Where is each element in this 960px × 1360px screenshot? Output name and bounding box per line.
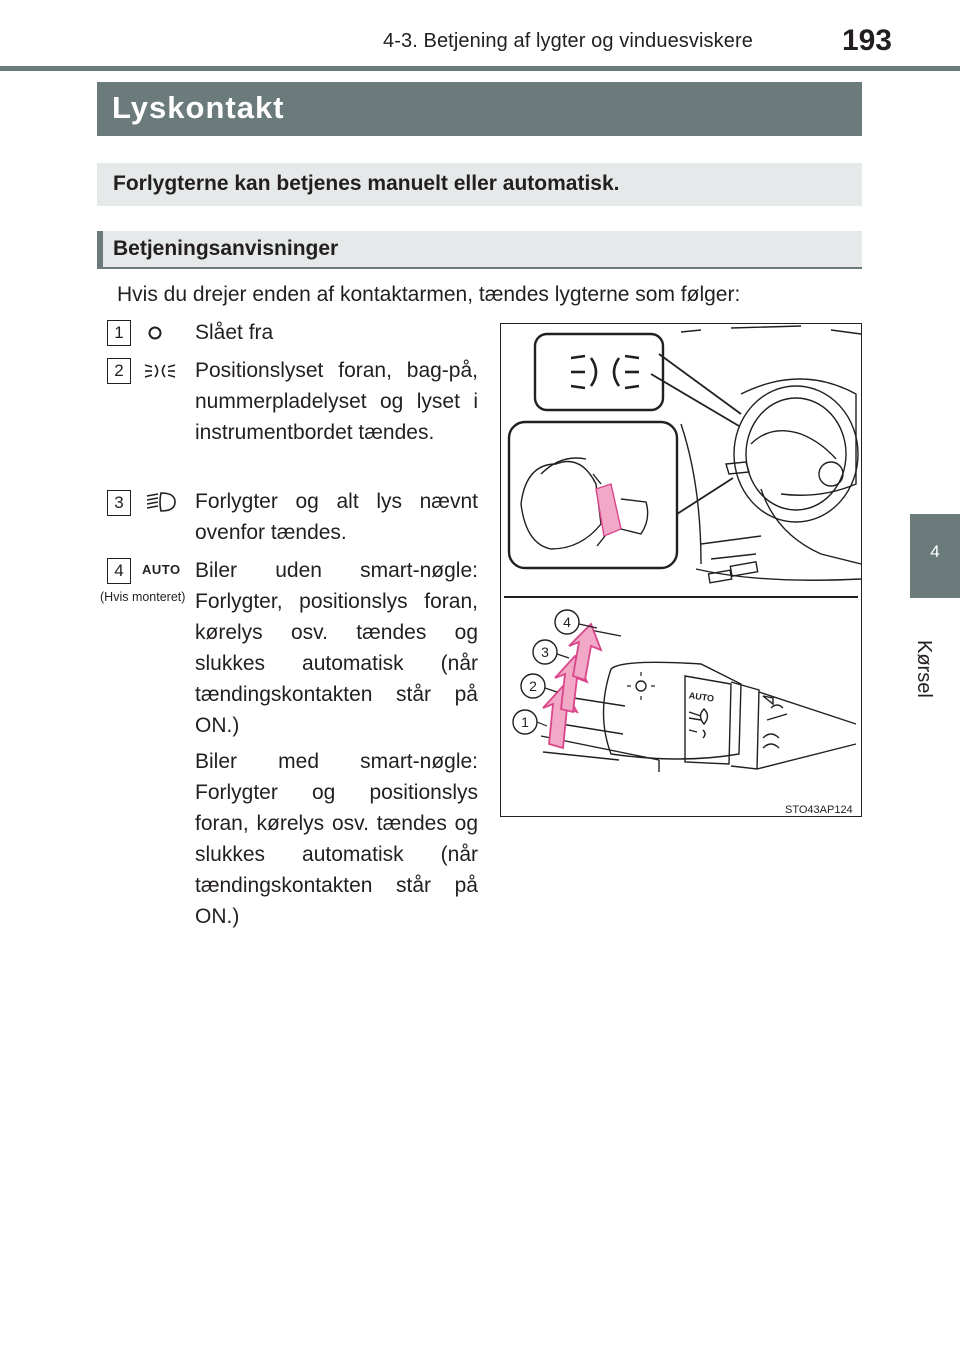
item-number-badge: 1 (107, 320, 131, 346)
item-text-extra: Biler med smart-nøgle: Forlygter og positionslys foran, kørelys osv. tændes og slukkes automatisk (når tændingskontakten står på ON.) (195, 750, 478, 928)
callout-1: 1 (521, 714, 529, 730)
item-number-badge: 3 (107, 490, 131, 516)
position-lights-icon (143, 360, 179, 382)
subheading: Betjeningsanvisninger (97, 231, 862, 269)
item-text: Biler uden smart-nøgle: Forlygter, positionslys foran, kørelys osv. tændes og slukkes automatisk (når tændingskontakten står på ON.) (195, 559, 478, 737)
stalk-auto-label: AUTO (688, 690, 715, 704)
chapter-number: 4 (930, 542, 940, 561)
chapter-tab (910, 514, 960, 598)
header-rule (0, 66, 960, 71)
item-text: Slået fra (195, 321, 274, 344)
callout-3: 3 (541, 644, 549, 660)
auto-icon: AUTO (142, 562, 181, 577)
headlight-icon (145, 490, 179, 514)
figure-divider (504, 596, 858, 598)
header-section-title: 4-3. Betjening af lygter og vinduesviskere (383, 30, 753, 52)
intro-text: Hvis du drejer enden af kontaktarmen, tændes lygterne som følger: (117, 283, 741, 306)
page-number: 193 (841, 24, 892, 57)
off-circle-icon (146, 324, 164, 342)
item-number-badge: 4 (107, 558, 131, 584)
chapter-label: Kørsel (913, 640, 935, 698)
callout-4: 4 (563, 614, 571, 630)
item-text: Positionslyset foran, bag-på, nummerpladelyset og lyset i instrumentbordet tændes. (195, 359, 478, 444)
item-number-badge: 2 (107, 358, 131, 384)
item-note: (Hvis monteret) (100, 590, 186, 604)
figure-caption: STO43AP124 (785, 804, 853, 816)
item-text: Forlygter og alt lys nævnt ovenfor tændes. (195, 490, 478, 544)
summary-band: Forlygterne kan betjenes manuelt eller automatisk. (97, 163, 862, 206)
page-title: Lyskontakt (97, 82, 862, 136)
callout-2: 2 (529, 678, 537, 694)
light-switch-illustration (501, 324, 861, 816)
light-switch-figure (500, 323, 862, 817)
